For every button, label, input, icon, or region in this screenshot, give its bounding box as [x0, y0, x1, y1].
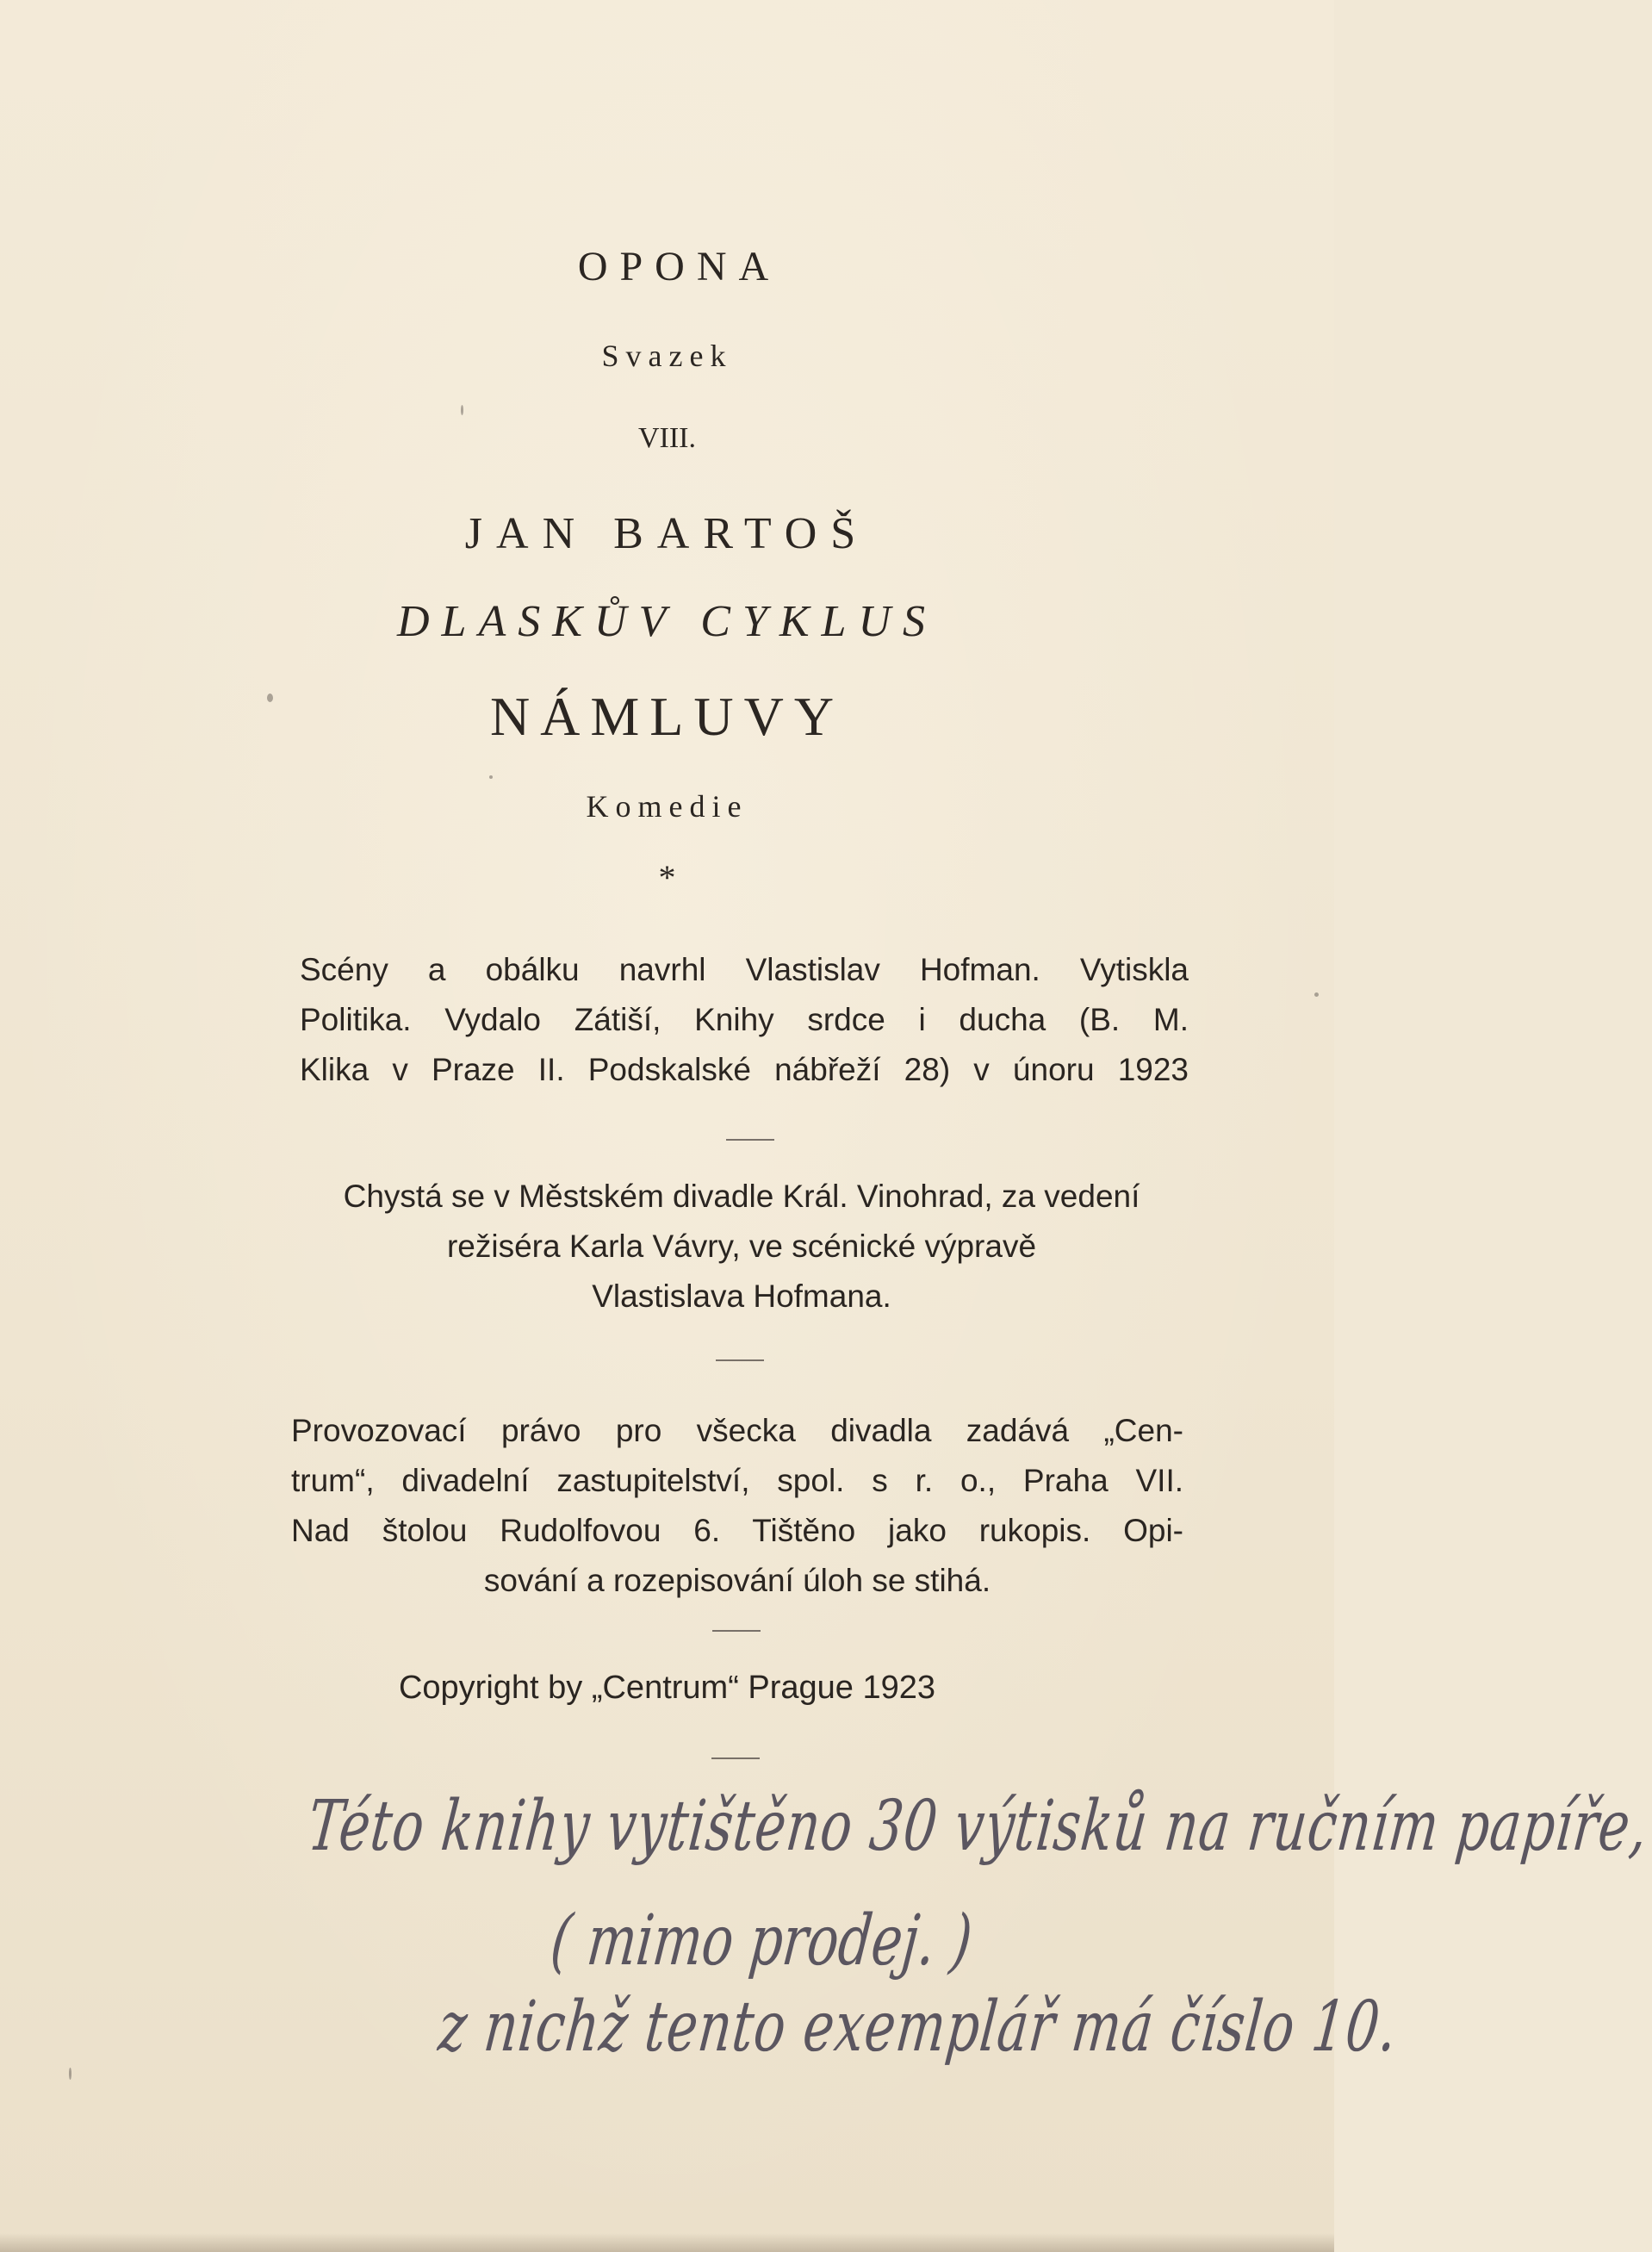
- rights-note-line: Provozovací právo pro všecka divadla zadává „Cen-: [291, 1413, 1183, 1448]
- handwritten-note-line: z nichž tento exemplář má číslo 10.: [435, 1986, 1401, 2068]
- asterisk-ornament: *: [658, 858, 676, 897]
- publication-note-line: Politika. Vydalo Zátiší, Knihy srdce i ducha (B. M.: [300, 1002, 1189, 1037]
- publication-note: [300, 945, 1189, 1095]
- section-divider: [726, 1139, 774, 1141]
- section-divider: [716, 1359, 764, 1361]
- paper-speck: [69, 2068, 71, 2080]
- series-title: OPONA: [577, 244, 781, 289]
- publication-note-line: Scény a obálku navrhl Vlastislav Hofman. Vytiskla: [300, 952, 1189, 987]
- rights-note-line: trum“, divadelní zastupitelství, spol. s r. o., Praha VII.: [291, 1463, 1183, 1498]
- paper-speck: [1314, 992, 1319, 997]
- paper-speck: [267, 694, 273, 702]
- paper-speck: [461, 405, 463, 415]
- author-name: JAN BARTOŠ: [464, 509, 870, 558]
- rights-note-line: sování a rozepisování úloh se stihá.: [483, 1563, 991, 1598]
- handwritten-note-line: ( mimo prodej. ): [547, 1900, 976, 1982]
- rights-note: [291, 1406, 1183, 1606]
- rights-note-line: Nad štolou Rudolfovou 6. Tištěno jako rukopis. Opi-: [291, 1513, 1183, 1548]
- staging-note: [297, 1172, 1186, 1322]
- handwritten-note-line: Této knihy vytištěno 30 výtisků na ručním papíře,: [304, 1785, 1652, 1868]
- copyright-line: Copyright by „Centrum“ Prague 1923: [398, 1670, 936, 1706]
- staging-note-line: Chystá se v Městském divadle Král. Vinohrad, za vedení: [343, 1179, 1140, 1214]
- work-title: NÁMLUVY: [489, 686, 845, 747]
- page-edge-shadow: [0, 2233, 1334, 2252]
- volume-label: Svazek: [601, 339, 733, 373]
- paper-speck: [489, 775, 493, 779]
- staging-note-line: Vlastislava Hofmana.: [592, 1278, 891, 1314]
- genre-label: Komedie: [586, 789, 748, 824]
- cycle-title: DLASKŮV CYKLUS: [396, 597, 938, 646]
- section-divider: [712, 1630, 761, 1632]
- publication-note-line: Klika v Praze II. Podskalské nábřeží 28) v únoru 1923: [300, 1052, 1189, 1087]
- section-divider: [711, 1757, 760, 1759]
- volume-number: VIII.: [637, 422, 697, 454]
- staging-note-line: režiséra Karla Vávry, ve scénické výpravě: [446, 1229, 1037, 1264]
